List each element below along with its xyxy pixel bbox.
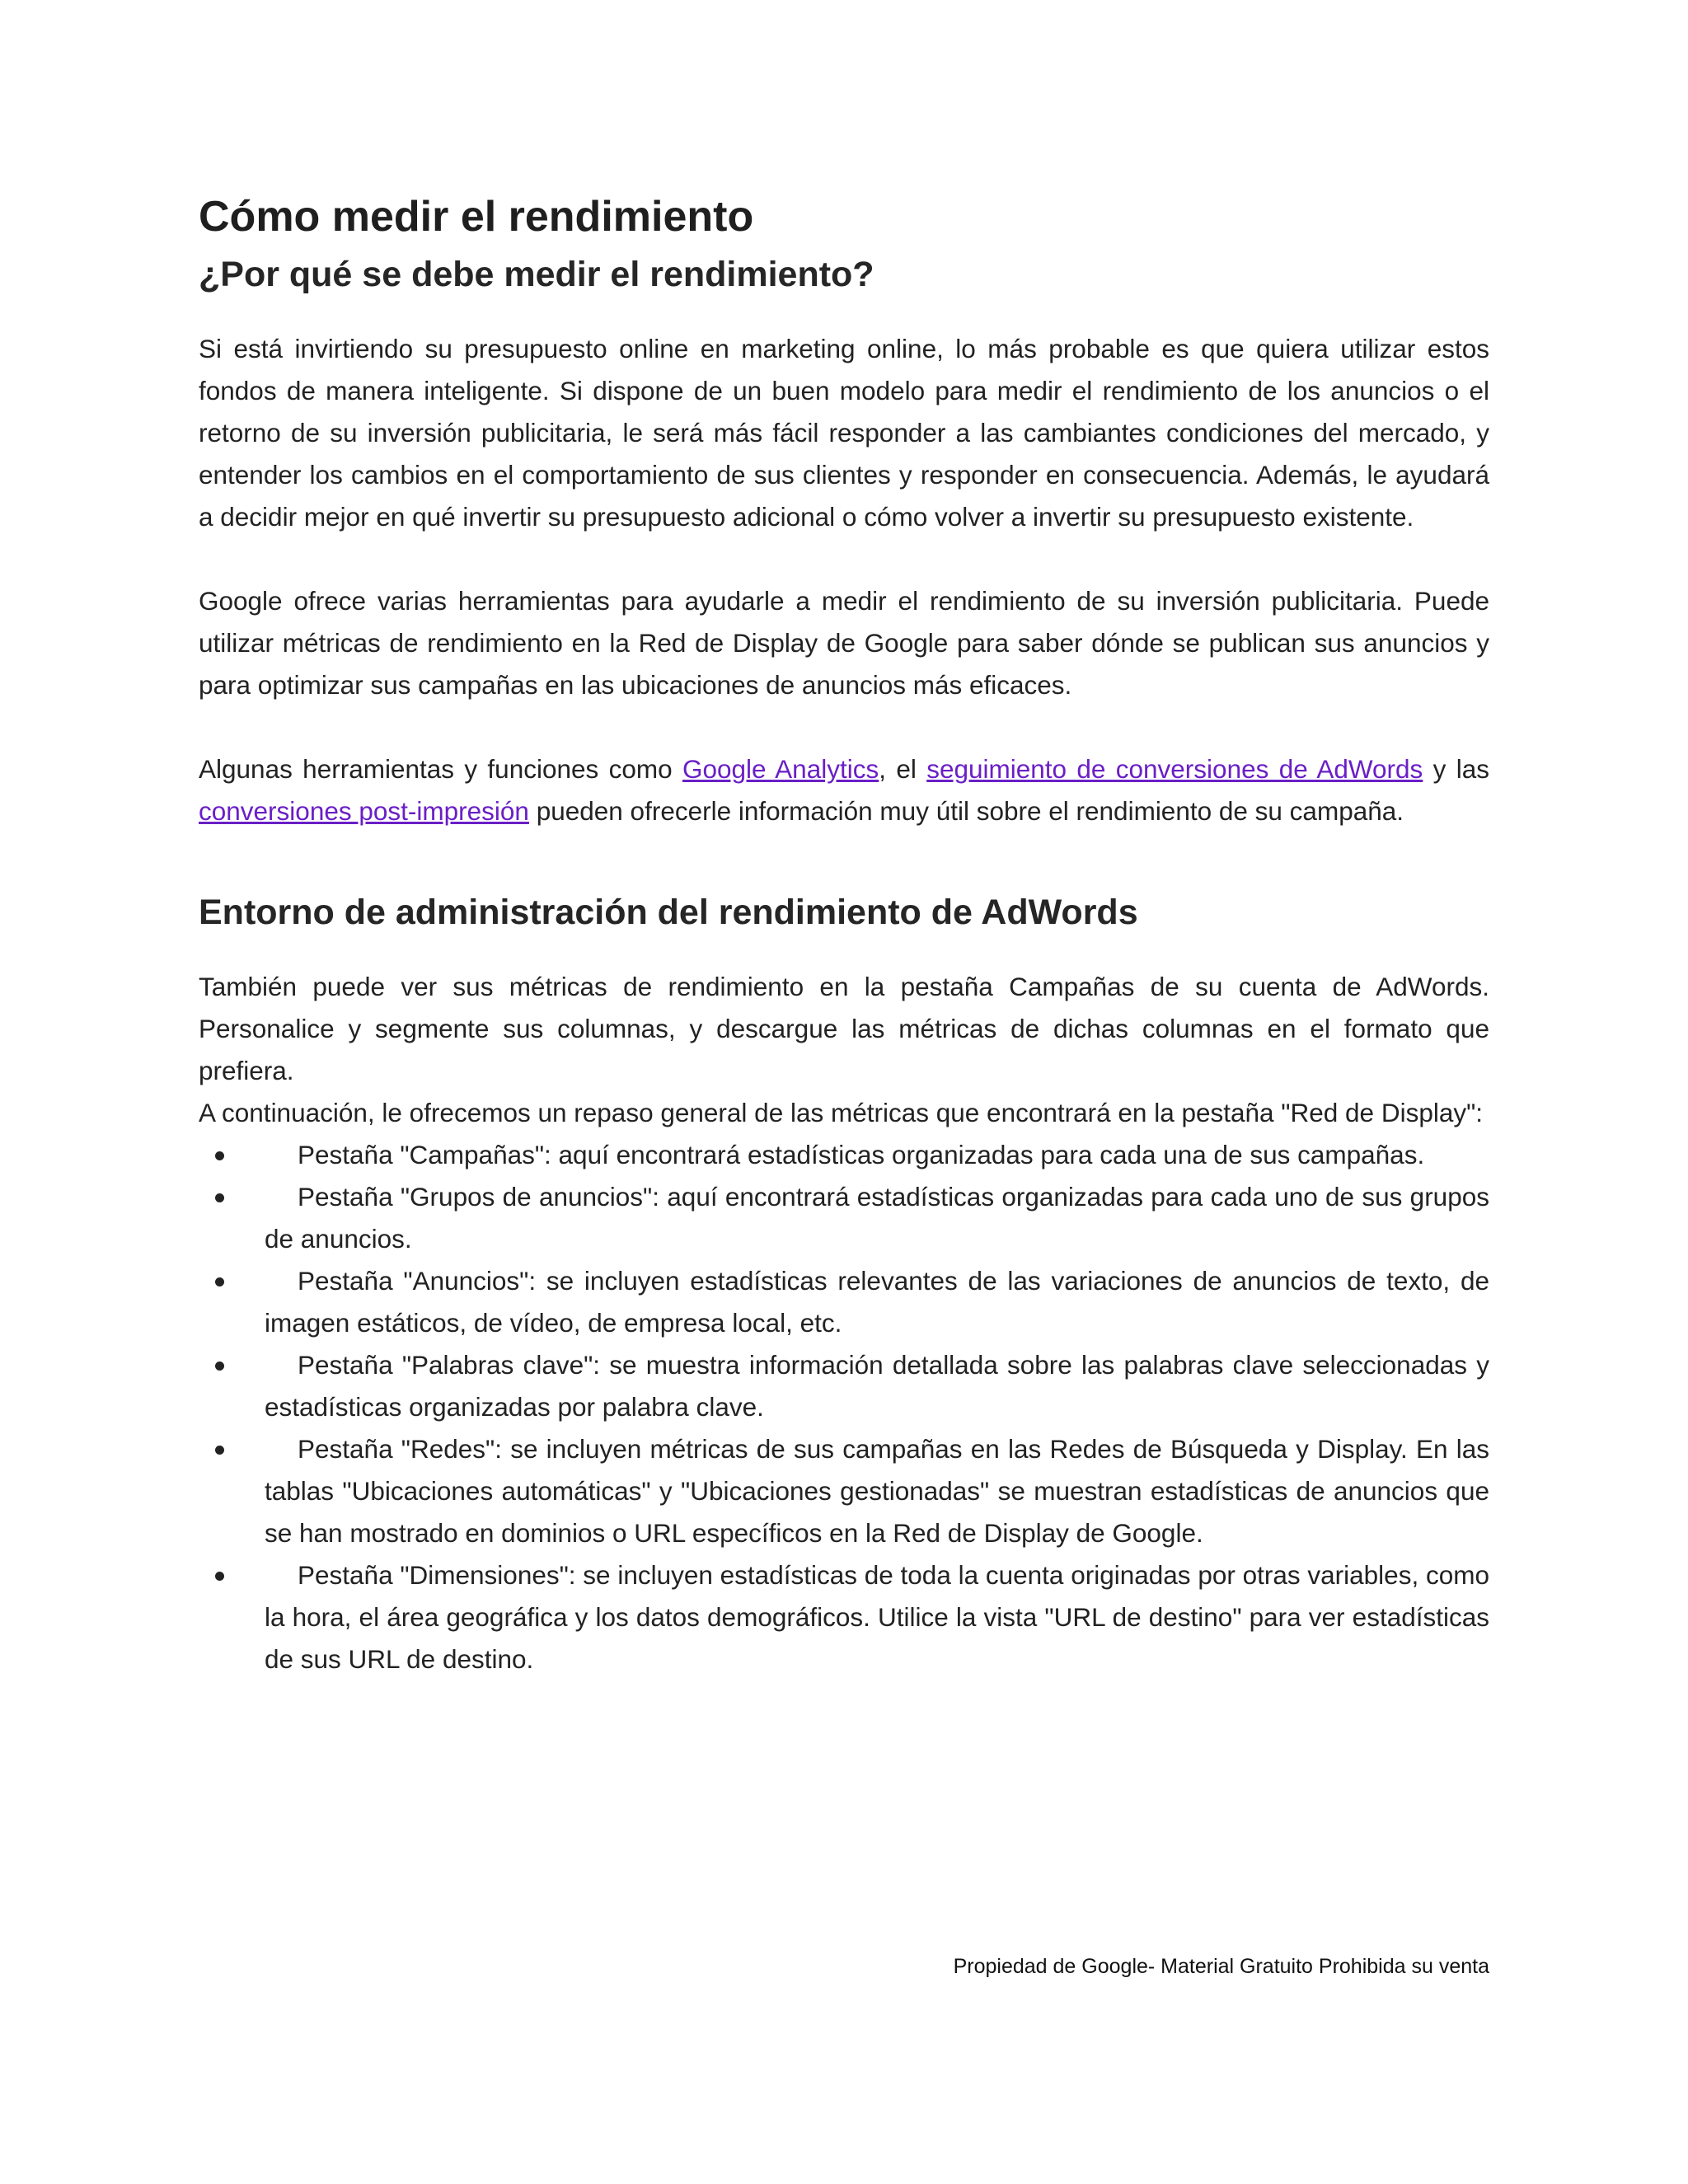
bullet-icon	[215, 1446, 224, 1455]
text-between-links-2: y las	[1423, 753, 1490, 784]
list-item	[199, 1176, 1489, 1260]
paragraph-intro: Si está invirtiendo su presupuesto online en marketing online, lo más probable es que quiera utilizar estos fondos de manera inteligente. Si dispone de un buen modelo para medir el rendimiento de los anuncios o el retorno de su inversión publicitaria, le será más fácil responder a las cambiantes condiciones del mercado, y entender los cambios en el comportamiento de sus clientes y responder en consecuencia. Además, le ayudará a decidir mejor en qué invertir su presupuesto adicional o cómo volver a invertir su presupuesto existente.	[199, 333, 1489, 532]
paragraph-metrics-overview: A continuación, le ofrecemos un repaso general de las métricas que encontrará en la pestaña "Red de Display":	[199, 1097, 1484, 1127]
list-item-text: Pestaña "Grupos de anuncios": aquí encontrará estadísticas organizadas para cada uno de sus grupos de anuncios.	[265, 1181, 1489, 1254]
list-item-text: Pestaña "Anuncios": se incluyen estadísticas relevantes de las variaciones de anuncios de texto, de imagen estáticos, de vídeo, de empresa local, etc.	[265, 1265, 1489, 1338]
bullet-icon	[215, 1151, 224, 1160]
link-adwords-conversion-tracking[interactable]: seguimiento de conversiones de AdWords	[926, 753, 1423, 784]
bullet-icon	[215, 1193, 224, 1202]
list-item	[199, 1554, 1489, 1680]
section-heading-adwords-environment: Entorno de administración del rendimiento de AdWords	[199, 892, 1138, 932]
paragraph-campaigns-tab: También puede ver sus métricas de rendimiento en la pestaña Campañas de su cuenta de AdWords. Personalice y segmente sus columnas, y descargue las métricas de dichas columnas en el formato que prefiera.	[199, 971, 1489, 1085]
text-after-links: pueden ofrecerle información muy útil sobre el rendimiento de su campaña.	[528, 795, 1404, 826]
link-google-analytics[interactable]: Google Analytics	[682, 753, 879, 784]
list-item-text: Pestaña "Palabras clave": se muestra información detallada sobre las palabras clave seleccionadas y estadísticas organizadas por palabra clave.	[265, 1349, 1489, 1422]
document-page	[199, 191, 1489, 1680]
bullet-icon	[215, 1572, 224, 1581]
paragraph-tools-links	[199, 748, 1489, 832]
list-item	[199, 1344, 1489, 1428]
text-before-links: Algunas herramientas y funciones como	[199, 753, 682, 784]
bullet-icon	[215, 1277, 224, 1286]
list-item-text: Pestaña "Redes": se incluyen métricas de sus campañas en las Redes de Búsqueda y Display. En las tablas "Ubicaciones automáticas" y "Ubicaciones gestionadas" se muestran estadísticas de anuncios que se han mostrado en dominios o URL específicos en la Red de Display de Google.	[265, 1433, 1489, 1548]
metrics-tab-list	[199, 1134, 1489, 1680]
link-view-through-conversions[interactable]: conversiones post-impresión	[199, 795, 529, 826]
list-item	[199, 1260, 1489, 1344]
page-footer: Propiedad de Google- Material Gratuito Prohibida su venta	[953, 1955, 1489, 1978]
text-between-links-1: , el	[879, 753, 927, 784]
list-item-text: Pestaña "Campañas": aquí encontrará estadísticas organizadas para cada una de sus campañas.	[298, 1139, 1425, 1169]
list-item	[199, 1134, 1489, 1176]
paragraph-google-tools: Google ofrece varias herramientas para ayudarle a medir el rendimiento de su inversión publicitaria. Puede utilizar métricas de rendimiento en la Red de Display de Google para saber dónde se publican sus anuncios y para optimizar sus campañas en las ubicaciones de anuncios más eficaces.	[199, 585, 1489, 700]
page-title: Cómo medir el rendimiento	[199, 193, 754, 241]
list-item	[199, 1428, 1489, 1554]
bullet-icon	[215, 1361, 224, 1371]
section-heading-why-measure: ¿Por qué se debe medir el rendimiento?	[199, 255, 874, 295]
list-item-text: Pestaña "Dimensiones": se incluyen estadísticas de toda la cuenta originadas por otras variables, como la hora, el área geográfica y los datos demográficos. Utilice la vista "URL de destino" para ver estadísticas de sus URL de destino.	[265, 1559, 1489, 1674]
